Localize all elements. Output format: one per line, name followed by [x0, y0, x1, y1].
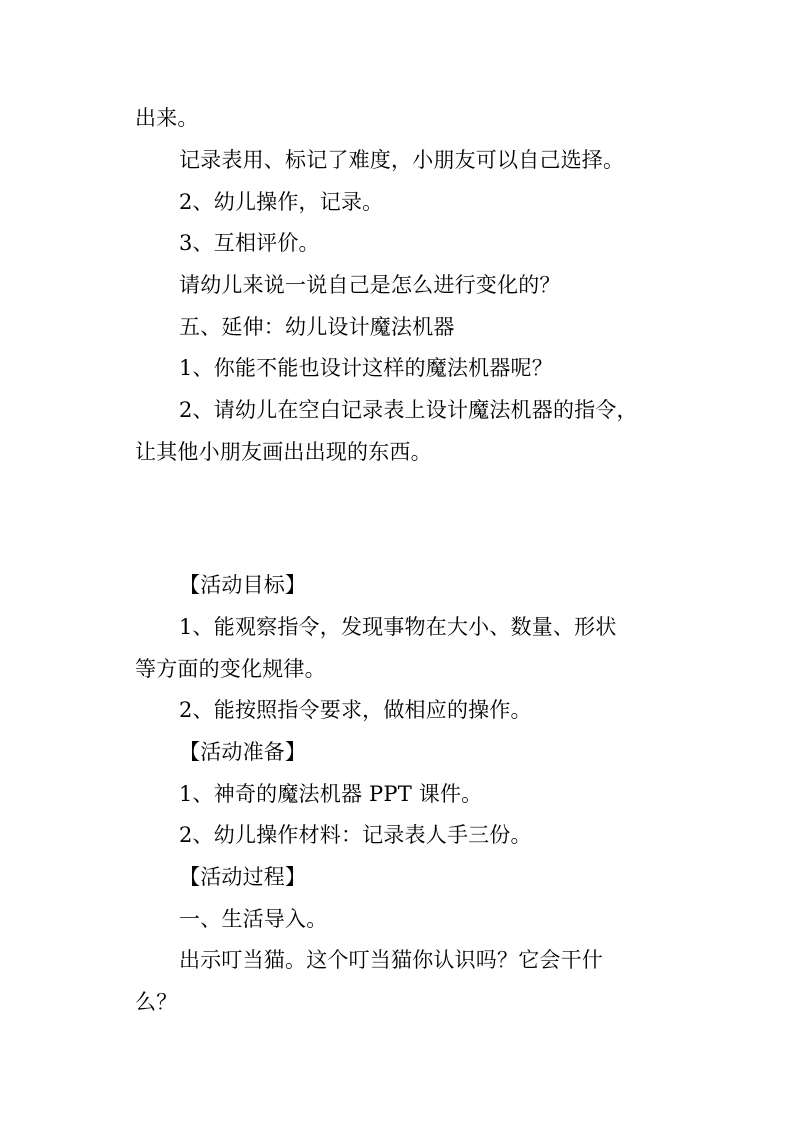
list-item-goal-2: 2、能按照指令要求，做相应的操作。: [179, 698, 532, 722]
paragraph-doraemon-continuation: 么？: [135, 990, 178, 1014]
section-heading-goals: 【活动目标】: [179, 573, 307, 597]
paragraph-continuation: 出来。: [135, 106, 199, 130]
section-heading-preparation: 【活动准备】: [179, 740, 307, 764]
paragraph-explain: 请幼儿来说一说自己是怎么进行变化的？: [179, 273, 561, 297]
list-item-preparation-1: 1、神奇的魔法机器 PPT 课件。: [179, 782, 483, 806]
subheading-intro: 一、生活导入。: [179, 907, 328, 931]
list-item-preparation-2: 2、幼儿操作材料：记录表人手三份。: [179, 823, 532, 847]
list-item-operate: 2、幼儿操作，记录。: [179, 190, 384, 214]
section-heading-process: 【活动过程】: [179, 865, 307, 889]
list-item-design-task-continuation: 让其他小朋友画出出现的东西。: [135, 440, 432, 464]
section-heading-extension: 五、延伸：幼儿设计魔法机器: [179, 315, 455, 339]
list-item-design-task: 2、请幼儿在空白记录表上设计魔法机器的指令，: [179, 398, 638, 422]
list-item-goal-1-continuation: 等方面的变化规律。: [135, 657, 326, 681]
list-item-evaluate: 3、互相评价。: [179, 231, 320, 255]
list-item-design-question: 1、你能不能也设计这样的魔法机器呢？: [179, 356, 553, 380]
list-item-goal-1: 1、能观察指令，发现事物在大小、数量、形状: [179, 615, 617, 639]
paragraph-record-sheet: 记录表用、标记了难度，小朋友可以自己选择。: [179, 148, 625, 172]
paragraph-doraemon: 出示叮当猫。这个叮当猫你认识吗？它会干什: [179, 948, 603, 972]
